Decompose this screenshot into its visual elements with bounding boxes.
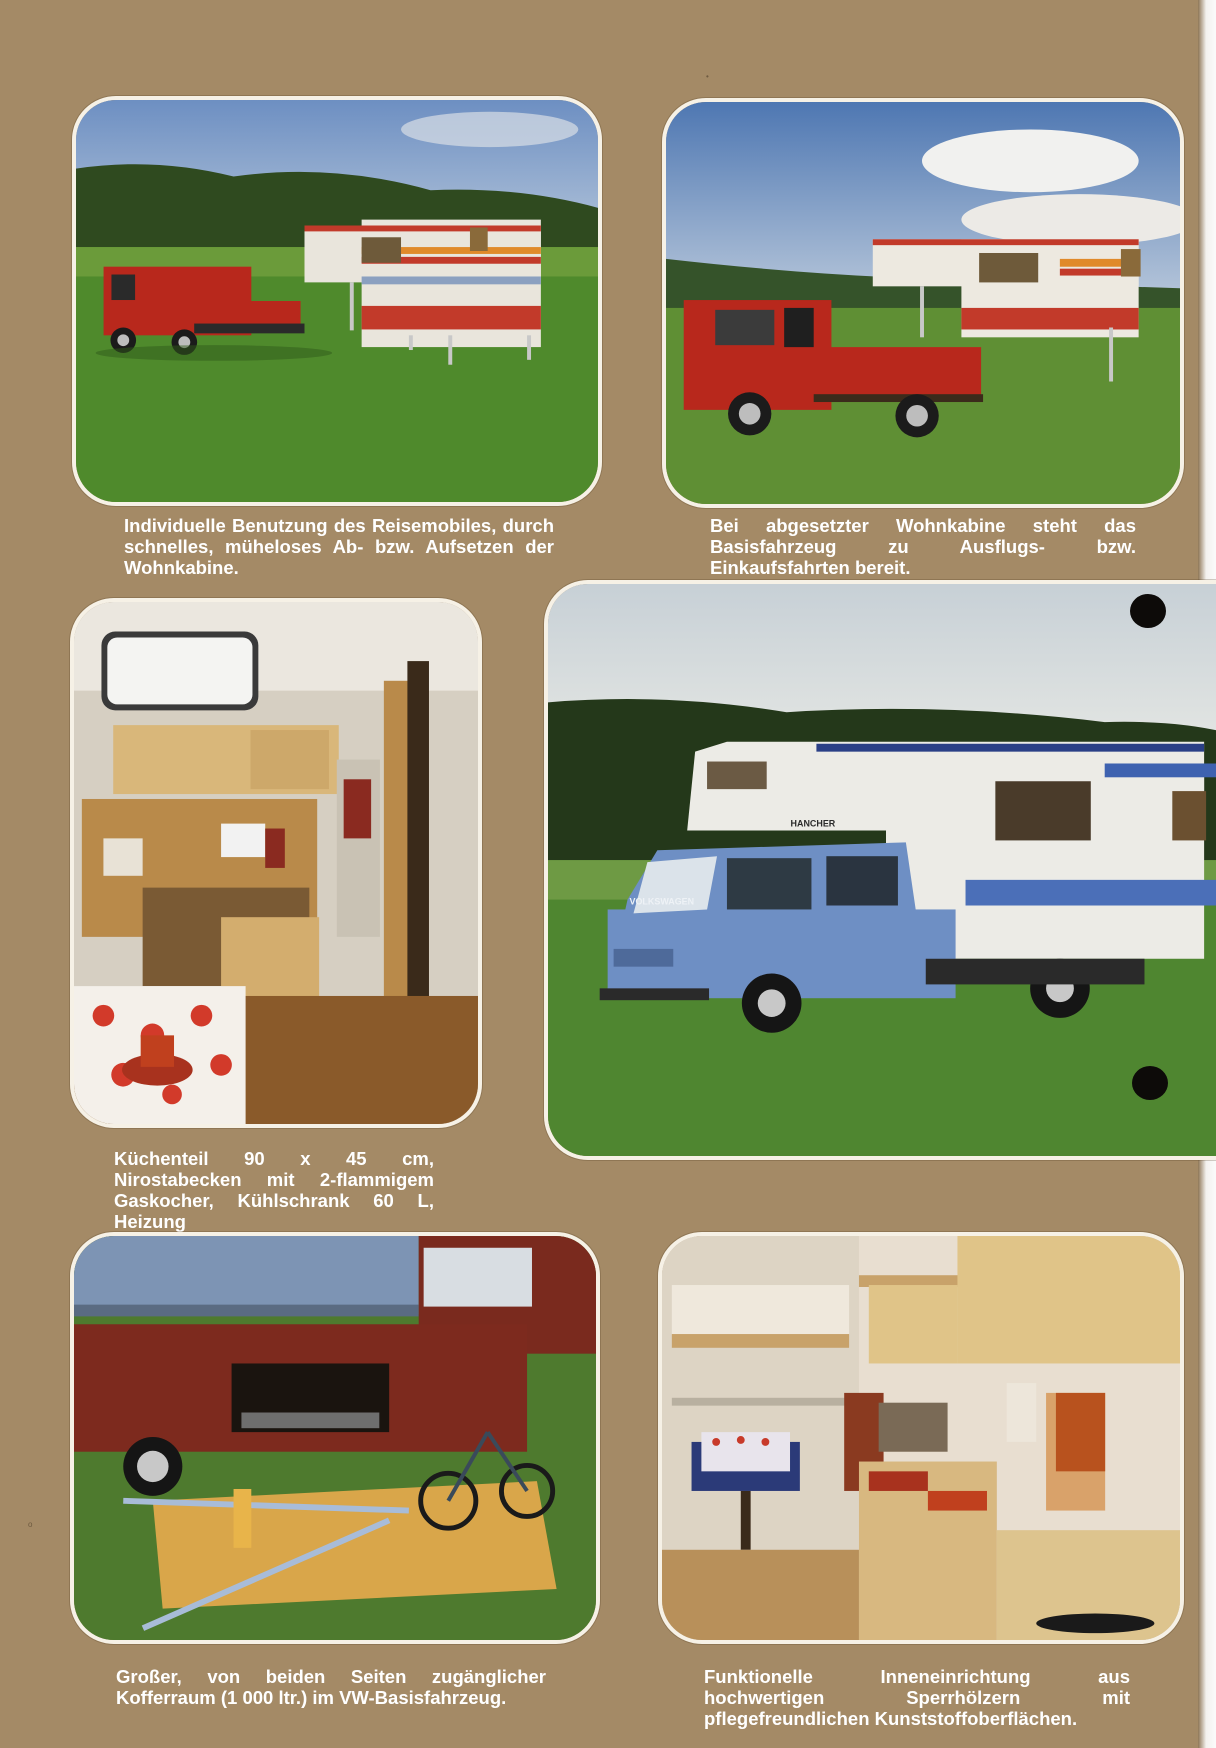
punch-hole [1130, 594, 1166, 628]
caption-bottom-right: Funktionelle Inneneinrichtung aus hochwertigen Sperrhölzern mit pflegefreundlichen Kunststoffoberflächen. [704, 1666, 1130, 1729]
print-mark: o [28, 1520, 33, 1529]
photo-storage-compartment [70, 1232, 600, 1644]
punch-hole [1132, 1066, 1168, 1100]
caption-top-right: Bei abgesetzter Wohnkabine steht das Basisfahrzeug zu Ausflugs- bzw. Einkaufsfahrten bereit. [710, 515, 1136, 578]
van-brand-text: VOLKSWAGEN [629, 896, 695, 907]
photo-pickup-detached-cabin [72, 96, 602, 506]
photo-van-with-cabin [544, 580, 1216, 1160]
print-mark: • [706, 72, 709, 81]
cabin-brand-text: HANCHER [790, 818, 836, 829]
photo-interior-furnishing [658, 1232, 1184, 1644]
caption-middle-left: Küchenteil 90 x 45 cm, Nirostabecken mit 2-flammigem Gaskocher, Kühlschrank 60 L, Heizung [114, 1148, 434, 1232]
photo-kitchen-interior [70, 598, 482, 1128]
caption-bottom-left: Großer, von beiden Seiten zugänglicher Kofferraum (1 000 ltr.) im VW-Basisfahrzeug. [116, 1666, 546, 1708]
photo-pickup-ready-for-trips [662, 98, 1184, 508]
caption-top-left: Individuelle Benutzung des Reisemobiles, durch schnelles, müheloses Ab- bzw. Aufsetzen der Wohnkabine. [124, 515, 554, 578]
